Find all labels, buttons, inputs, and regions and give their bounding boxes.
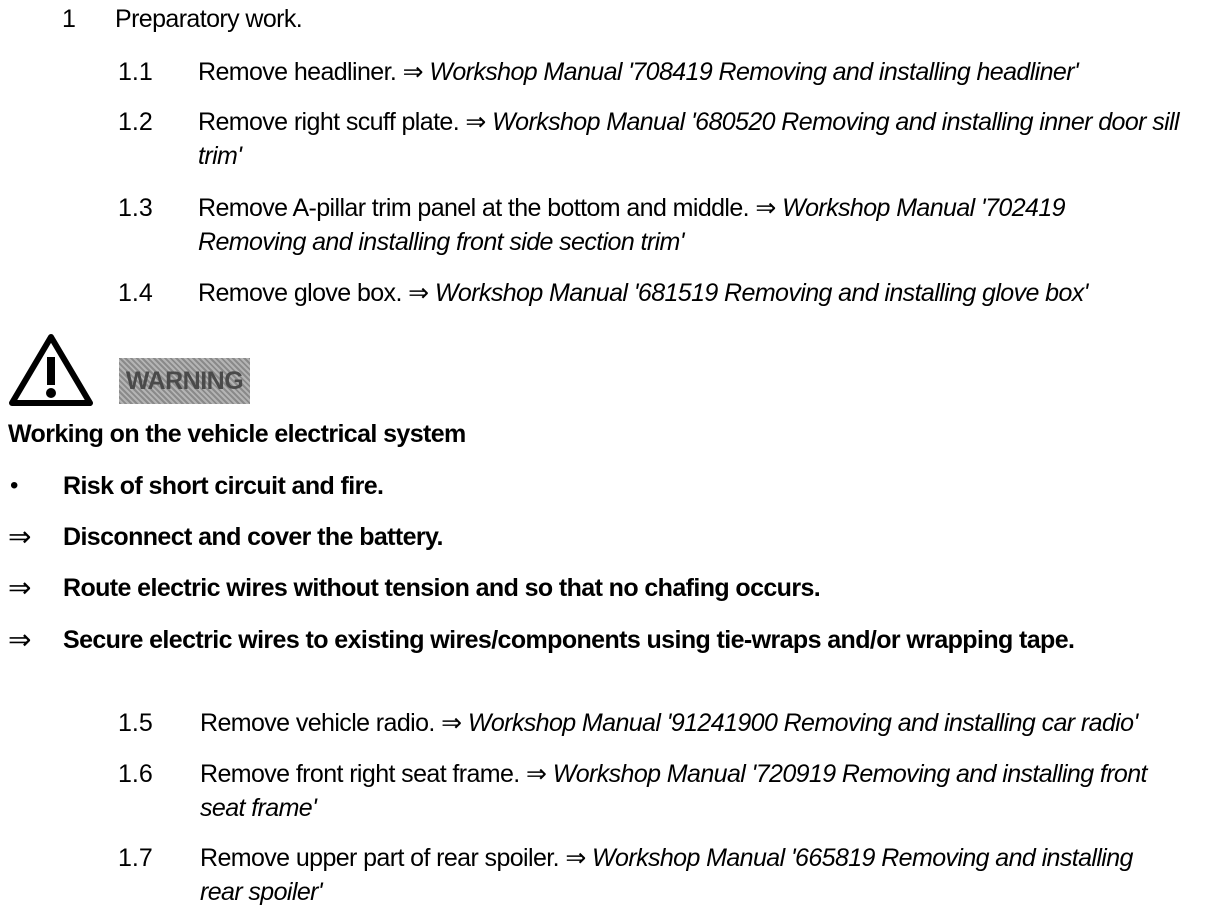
substep-text: Remove upper part of rear spoiler.: [200, 844, 559, 872]
substep-text: Remove glove box.: [198, 279, 402, 307]
substep-number: 1.4: [118, 279, 153, 307]
bullet-icon: •: [10, 472, 19, 499]
substep-text: Remove front right seat frame.: [200, 760, 520, 788]
arrow-icon: ⇒: [8, 624, 32, 655]
step-title: Preparatory work.: [115, 5, 303, 33]
warning-triangle-icon: [8, 333, 94, 407]
substep-body: [198, 276, 1188, 310]
substep-number: 1.5: [118, 709, 153, 737]
warning-action: Route electric wires without tension and so that no chafing occurs.: [63, 574, 821, 602]
arrow-icon: ⇒: [8, 572, 32, 603]
substep-number: 1.7: [118, 844, 153, 872]
warning-label: WARNING: [119, 358, 250, 404]
manual-reference-link[interactable]: Workshop Manual '680520 Removing and installing inner door sill trim': [198, 108, 1179, 170]
manual-reference-link[interactable]: Workshop Manual '665819 Removing and installing rear spoiler': [200, 844, 1133, 906]
manual-reference-link[interactable]: Workshop Manual '91241900 Removing and installing car radio': [467, 709, 1138, 737]
manual-reference-link[interactable]: Workshop Manual '702419 Removing and installing front side section trim': [198, 194, 1065, 256]
arrow-icon: ⇒: [465, 108, 486, 136]
substep-number: 1.1: [118, 58, 153, 86]
arrow-icon: ⇒: [755, 194, 776, 222]
substep-text: Remove vehicle radio.: [200, 709, 435, 737]
substep-number: 1.3: [118, 194, 153, 222]
arrow-icon: ⇒: [8, 521, 32, 552]
substep-body: [200, 841, 1180, 909]
warning-risk: Risk of short circuit and fire.: [63, 472, 384, 500]
substep-text: Remove headliner.: [198, 58, 397, 86]
warning-action: Disconnect and cover the battery.: [63, 523, 443, 551]
manual-reference-link[interactable]: Workshop Manual '708419 Removing and installing headliner': [429, 58, 1079, 86]
substep-body: [200, 757, 1190, 825]
warning-action: Secure electric wires to existing wires/components using tie-wraps and/or wrapping tape.: [63, 626, 1075, 654]
warning-heading: Working on the vehicle electrical system: [8, 420, 466, 448]
substep-number: 1.6: [118, 760, 153, 788]
substep-body: [200, 706, 1190, 740]
step-number: 1: [62, 5, 76, 33]
arrow-icon: ⇒: [565, 844, 586, 872]
substep-body: [198, 105, 1188, 173]
arrow-icon: ⇒: [408, 279, 429, 307]
arrow-icon: ⇒: [402, 58, 423, 86]
substep-text: Remove A-pillar trim panel at the bottom and middle.: [198, 194, 750, 222]
substep-number: 1.2: [118, 108, 153, 136]
arrow-icon: ⇒: [526, 760, 547, 788]
substep-body: [198, 55, 1188, 89]
substep-body: [198, 191, 1118, 259]
arrow-icon: ⇒: [441, 709, 462, 737]
manual-reference-link[interactable]: Workshop Manual '720919 Removing and installing front seat frame': [200, 760, 1147, 822]
manual-reference-link[interactable]: Workshop Manual '681519 Removing and installing glove box': [434, 279, 1088, 307]
substep-text: Remove right scuff plate.: [198, 108, 460, 136]
